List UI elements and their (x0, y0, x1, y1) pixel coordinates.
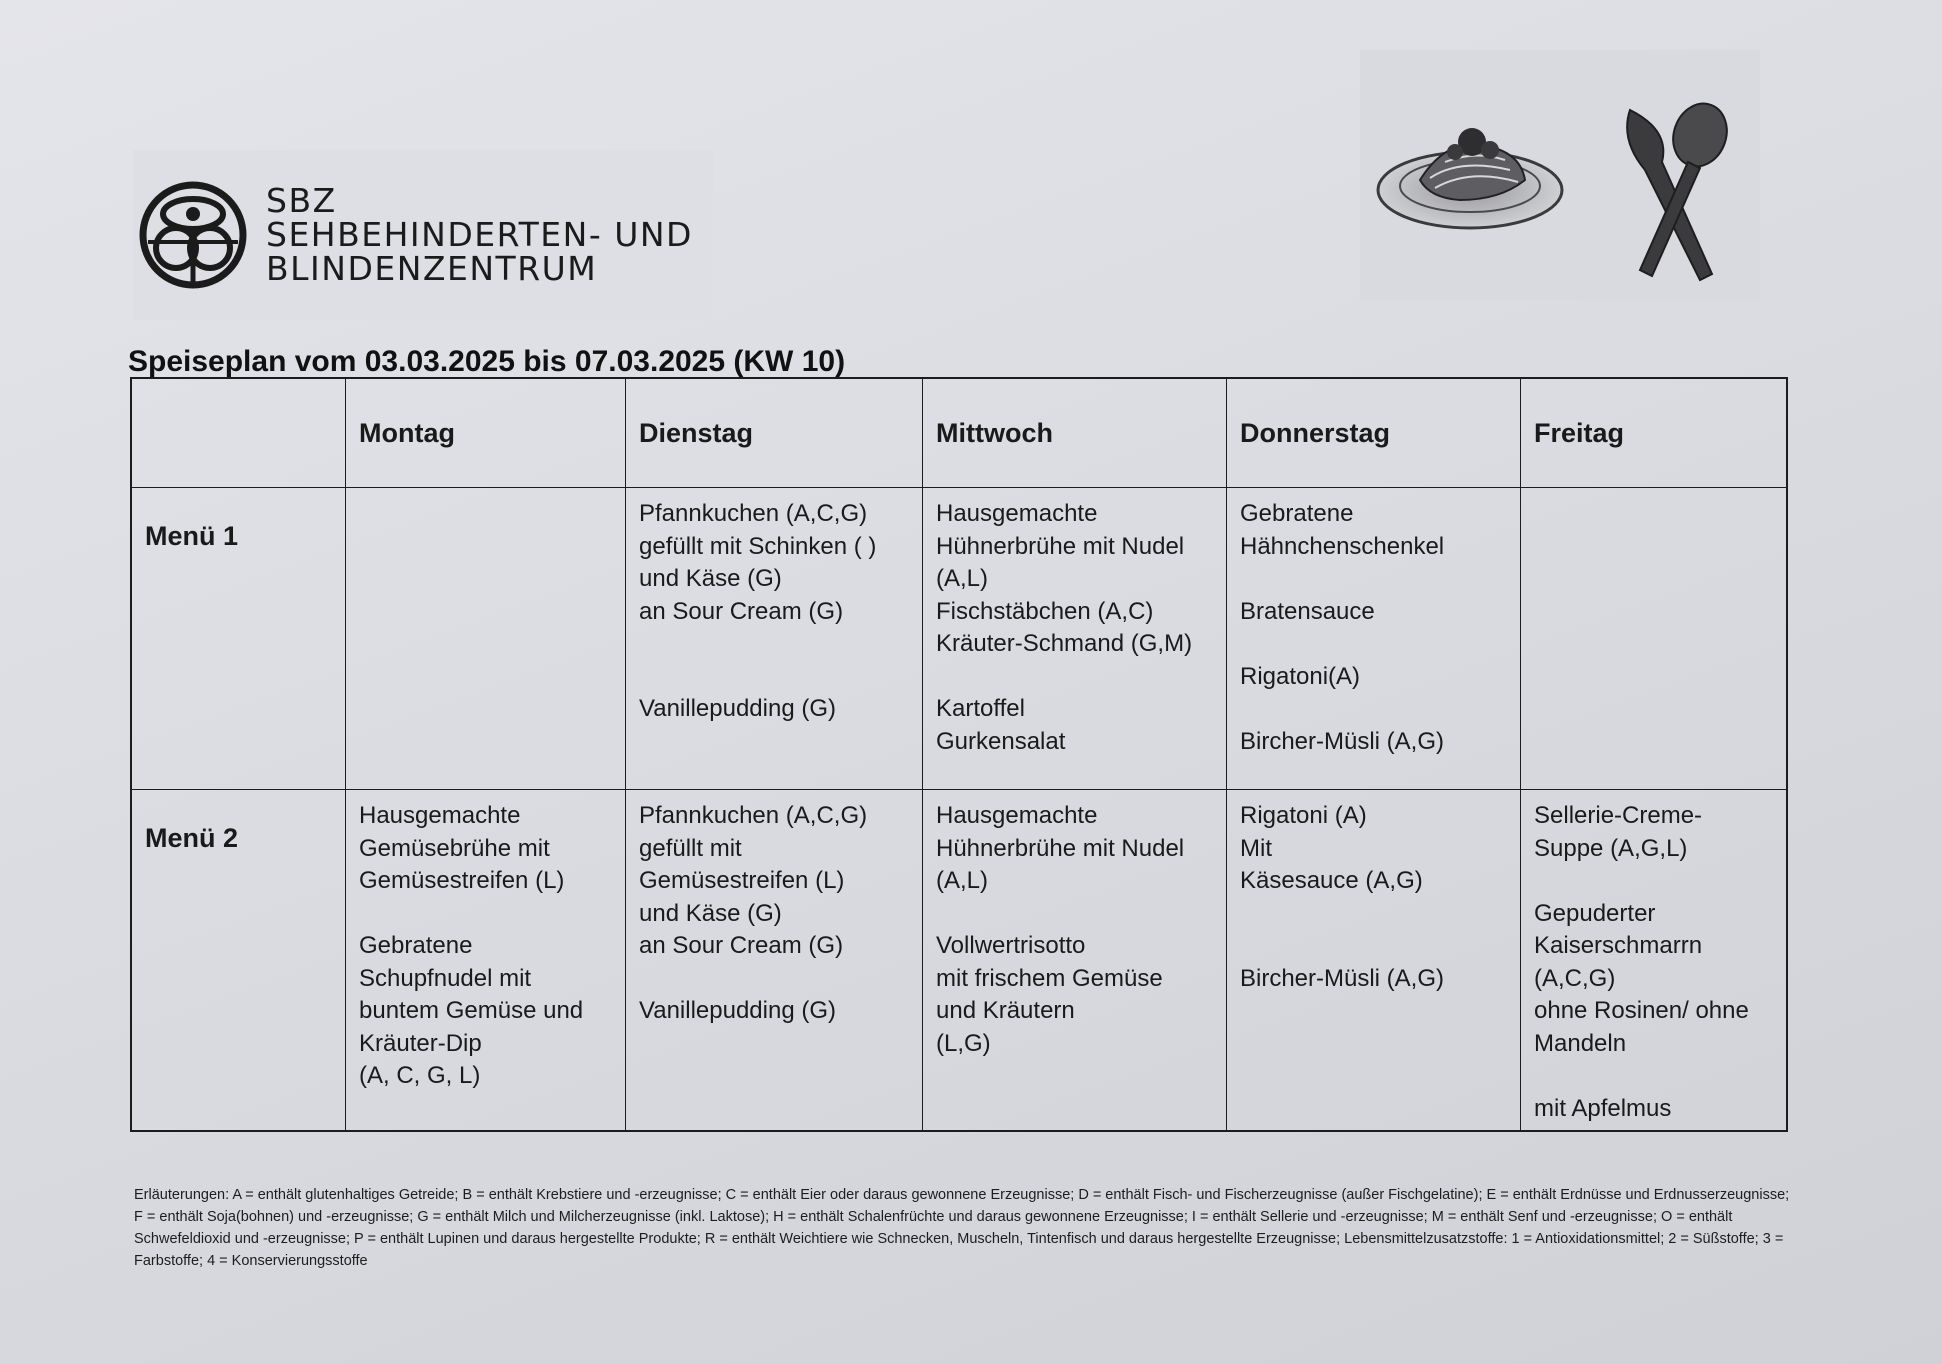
dish-line: ohne Rosinen/ ohne (1534, 997, 1749, 1024)
dish-line: Kräuter-Schmand (G,M) (936, 630, 1193, 657)
dish-line: Bircher-Müsli (A,G) (1240, 964, 1445, 992)
row-label-menu-1: Menü 1 (132, 488, 346, 790)
menu-2-tuesday (626, 790, 923, 1130)
menu-table (130, 377, 1788, 1132)
allergen-legend: Erläuterungen: A = enthält glutenhaltiges Getreide; B = enthält Krebstiere und -erzeugnisse; C = enthält Eier oder daraus gewonnene Erzeugnisse; D = enthält Fisch- und Fischerzeugnisse (außer Fischgelatine); E = enthält Erdnüsse und Erdnusserzeugnisse; F = enthält Soja(bohnen) und -erzeugnisse; G = enthält Milch und Milcherzeugnisse (inkl. Laktose); H = enthält Schalenfrüchte und daraus gewonnene Erzeugnisse; I = enthält Sellerie und -erzeugnisse; M = enthält Senf und -erzeugnisse; O = enthält Schwefeldioxid und -erzeugnisse; P = enthält Lupinen und daraus hergestellte Produkte; R = enthält Weichtiere wie Schnecken, Muscheln, Tintenfisch und daraus hergestellte Erzeugnisse; Lebensmittelzusatzstoffe: 1 = Antioxidationsmittel; 2 = Süßstoffe; 3 = Farbstoffe; 4 = Konservierungsstoffe (134, 1187, 1790, 1269)
dish-line: gefüllt mit (639, 834, 742, 862)
dish-line: und Kräutern (936, 997, 1075, 1024)
dish-line: Kaiserschmarrn (1534, 932, 1703, 959)
dish-line: Bircher-Müsli (A,G) (1240, 727, 1445, 755)
menu-2-thursday (1227, 790, 1521, 1130)
dish-line: Gepuderter (1534, 899, 1656, 927)
logo-line-2: SEHBEHINDERTEN- UND (266, 215, 693, 254)
dish-line: Bratensauce (1240, 597, 1375, 625)
dish-line: Gurkensalat (936, 727, 1066, 755)
dish-line (359, 898, 613, 931)
dish-line: Mandeln (1534, 1029, 1627, 1057)
dish-line: Hausgemachte (936, 802, 1098, 829)
dish-line: Vanillepudding (G) (639, 997, 837, 1024)
dish-line (936, 661, 1214, 694)
sbz-logo (133, 150, 713, 320)
dish-line: Hühnerbrühe mit Nudel (936, 834, 1185, 862)
dish-line: Käsesauce (A,G) (1240, 867, 1423, 894)
dish-line: und Käse (G) (639, 899, 782, 927)
day-header-thursday: Donnerstag (1227, 379, 1521, 488)
day-header-wednesday: Mittwoch (923, 379, 1227, 488)
day-header-friday: Freitag (1521, 379, 1786, 488)
dish-line (1240, 693, 1508, 726)
dish-line: Hausgemachte (359, 802, 521, 829)
dish-line: Rigatoni (A) (1240, 802, 1367, 829)
dish-line: an Sour Cream (G) (639, 932, 844, 959)
dish-line: an Sour Cream (G) (639, 597, 844, 625)
dish-line: Gebratene (1240, 500, 1354, 527)
dish-line: Vanillepudding (G) (639, 695, 837, 722)
menu-1-wednesday (923, 488, 1227, 790)
dish-line: Suppe (A,G,L) (1534, 834, 1688, 862)
crossed-spoon-fork-icon (1600, 90, 1750, 290)
logo-line-3: BLINDENZENTRUM (266, 249, 598, 288)
dish-line: Gemüsebrühe mit (359, 834, 550, 862)
dish-line: Gemüsestreifen (L) (359, 867, 565, 894)
dish-line: Kartoffel (936, 695, 1025, 722)
dish-line: Fischstäbchen (A,C) (936, 597, 1154, 625)
menu-1-tuesday (626, 488, 923, 790)
dish-line: Mit (1240, 834, 1272, 862)
dish-line: Hähnchenschenkel (1240, 532, 1445, 560)
sbz-logo-text (266, 181, 693, 288)
dish-line: (A,L) (936, 565, 989, 592)
dish-line (1534, 1060, 1774, 1093)
dish-line: Rigatoni(A) (1240, 662, 1361, 690)
menu-2-monday (346, 790, 626, 1130)
dish-line: Pfannkuchen (A,C,G) (639, 802, 868, 829)
dish-line: Gemüsestreifen (L) (639, 867, 845, 894)
dish-line (1240, 628, 1508, 661)
dish-line: Sellerie-Creme- (1534, 802, 1703, 829)
dish-line: Hühnerbrühe mit Nudel (936, 532, 1185, 560)
day-header-monday: Montag (346, 379, 626, 488)
dish-line (1240, 930, 1508, 963)
dish-line (639, 661, 910, 694)
dish-line (1240, 898, 1508, 931)
dish-line (1240, 563, 1508, 596)
dish-line: (A, C, G, L) (359, 1062, 481, 1089)
sbz-logo-icon (138, 180, 248, 290)
menu-2-wednesday (923, 790, 1227, 1130)
day-header-tuesday: Dienstag (626, 379, 923, 488)
row-label-menu-2: Menü 2 (132, 790, 346, 1130)
dish-line: Schupfnudel mit (359, 964, 532, 992)
dish-line: Vollwertrisotto (936, 932, 1086, 959)
food-illustration (1360, 50, 1760, 300)
dish-line: buntem Gemüse und (359, 997, 584, 1024)
dish-line (1534, 865, 1774, 898)
dish-line (936, 898, 1214, 931)
menu-1-thursday (1227, 488, 1521, 790)
menu-1-friday (1521, 488, 1786, 790)
dish-line: Kräuter-Dip (359, 1029, 482, 1057)
dish-line: Hausgemachte (936, 500, 1098, 527)
table-corner-cell (132, 379, 346, 488)
dish-line: mit frischem Gemüse (936, 964, 1163, 992)
dish-line: mit Apfelmus (1534, 1094, 1672, 1122)
dish-line: (L,G) (936, 1029, 991, 1057)
dish-line: gefüllt mit Schinken ( ) (639, 532, 877, 560)
dish-line: Pfannkuchen (A,C,G) (639, 500, 868, 527)
menu-1-monday (346, 488, 626, 790)
logo-line-1: SBZ (266, 181, 337, 220)
dish-line: Gebratene (359, 932, 473, 959)
dish-line: und Käse (G) (639, 565, 782, 592)
dish-line: (A,C,G) (1534, 964, 1616, 992)
dish-line (639, 963, 910, 996)
menu-2-friday (1521, 790, 1786, 1130)
dish-line: (A,L) (936, 867, 989, 894)
menu-title: Speiseplan vom 03.03.2025 bis 07.03.2025 (KW 10) (128, 345, 846, 378)
dish-line (639, 628, 910, 661)
